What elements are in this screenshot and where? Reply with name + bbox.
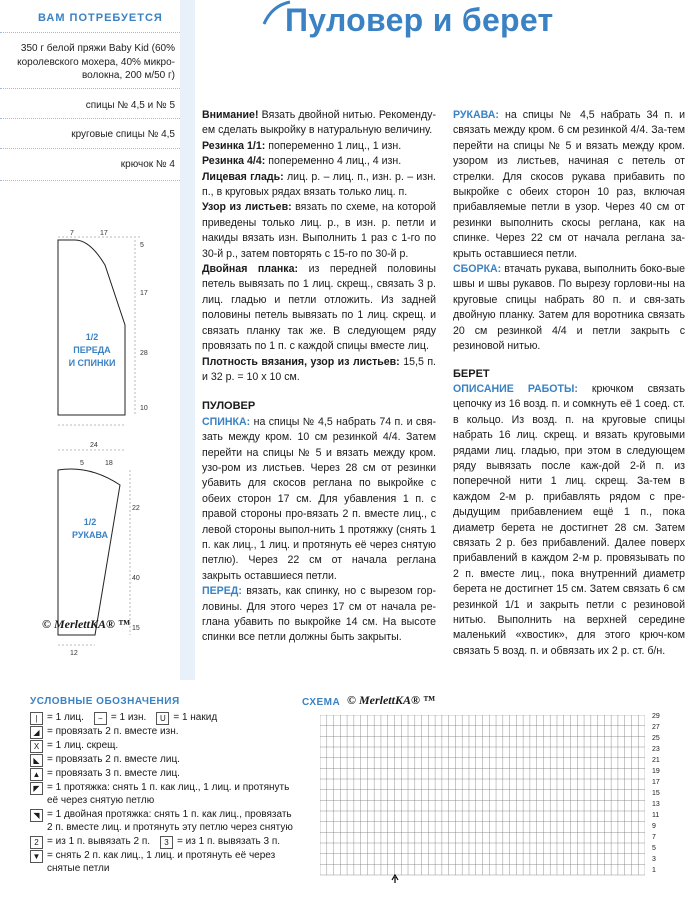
dim-label: 7 xyxy=(70,230,74,237)
stockinette-text: лиц. р. – лиц. п., изн. р. – изн. п., в круговых рядах вязать только лиц. п. xyxy=(202,170,436,199)
sleeves-label: РУКАВА: xyxy=(453,109,499,121)
legend-row xyxy=(30,711,295,725)
p2tog-symbol-icon: ◢ xyxy=(30,726,43,739)
double-band-label: Двойная планка: xyxy=(202,263,299,276)
yarn-line: королевского мохера, 40% микро- xyxy=(17,56,175,68)
legend-item xyxy=(30,711,84,725)
row-number: 17 xyxy=(652,779,660,786)
legend-text: = снять 2 п. как лиц., 1 лиц. и протянуть её через снятые петли xyxy=(47,849,276,874)
dim-label: 28 xyxy=(140,350,148,357)
purl-symbol-icon: − xyxy=(94,712,107,725)
yarn-over-symbol-icon: U xyxy=(156,712,169,725)
front-paragraph xyxy=(202,584,436,646)
symbol-legend xyxy=(30,695,295,876)
yarn-line: волокна, 200 м/50 г) xyxy=(81,70,175,81)
dim-label: 18 xyxy=(105,460,113,467)
back-text: на спицы № 4,5 набрать 74 п. и свя-зать между кром. 10 см резинкой 4/4. Затем перейти на спицы № 5 и вязать между кром. узо-ром из листьев. Через 28 см от резинки убавить для скосов реглана по выкройке с обеих сторон 17 см. Для убавления 1 п. с правой стороны про-вязать 2 п. вместе лиц., с левой стороны выпол-нить 1 протяжку (снять 1 п. как лиц., 1 лиц. и протянуть её через снятую петлю). Через 22 см от начала реглана закрыть оставшиеся петли. xyxy=(202,415,436,582)
back-paragraph xyxy=(202,415,436,584)
legend-item xyxy=(30,725,295,739)
row-number: 13 xyxy=(652,801,660,808)
schema-copyright: © MerlettKA® ™ xyxy=(347,693,435,707)
legend-item xyxy=(94,711,146,725)
row-numbers xyxy=(652,714,660,879)
front-text: вязать, как спинку, но с вырезом гор-ловины. Для этого через 17 см от начала ре-глана убавить по выкройке 14 см. На высоте спинки все петли должны быть закрыты. xyxy=(202,585,436,644)
rib11-text: попеременно 1 лиц., 1 изн. xyxy=(268,139,402,152)
row-number: 25 xyxy=(652,735,660,742)
knitting-chart xyxy=(320,715,645,885)
yarn-requirement xyxy=(17,42,175,83)
inc2-symbol-icon: 2 xyxy=(30,836,43,849)
legend-item xyxy=(160,835,280,849)
divider xyxy=(0,180,180,181)
divider xyxy=(0,118,180,119)
legend-text: = из 1 п. вывязать 3 п. xyxy=(177,835,281,847)
needles-requirement: спицы № 4,5 и № 5 xyxy=(85,100,175,111)
legend-text: = 1 протяжка: снять 1 п. как лиц., 1 лиц. и протянуть её через снятую петлю xyxy=(47,781,290,806)
hook-requirement: крючок № 4 xyxy=(120,159,175,170)
legend-text: = 1 лиц. скрещ. xyxy=(47,739,119,751)
density-text: 15,5 п. и 32 р. = 10 х 10 см. xyxy=(202,355,437,383)
attention-label: Внимание! xyxy=(202,109,259,121)
legend-text: = из 1 п. вывязать 2 п. xyxy=(47,835,151,847)
sleeve-label: РУКАВА xyxy=(71,530,109,540)
attention-paragraph xyxy=(202,108,436,139)
pullover-title: ПУЛОВЕР xyxy=(202,400,256,413)
row-number: 11 xyxy=(652,812,660,819)
legend-text: = 1 лиц. xyxy=(47,711,84,723)
density-paragraph xyxy=(202,355,436,386)
inc3-symbol-icon: 3 xyxy=(160,836,173,849)
text-column-right xyxy=(453,108,685,659)
divider xyxy=(0,32,180,33)
rib44-paragraph xyxy=(202,154,436,169)
divider xyxy=(0,148,180,149)
rib11-label: Резинка 1/1: xyxy=(202,139,266,152)
dim-label: 5 xyxy=(140,242,144,249)
legend-item xyxy=(156,711,217,725)
legend-item xyxy=(30,808,295,835)
double-band-text: из передней половины петель вывязать по 1 лиц. скрещ., связать 3 р. лиц. гладью и петли отложить. Из задней половины петель вывязать по 1 лиц. скрещ. и связать планку так же. В следующем ряду провязать по 1 п. с каждой спицы вместе лиц. xyxy=(202,263,437,353)
row-number: 21 xyxy=(652,757,660,764)
dim-label: 12 xyxy=(70,650,78,657)
leaf-pattern-label: Узор из листьев: xyxy=(202,201,292,214)
twisted-knit-symbol-icon: X xyxy=(30,740,43,753)
assembly-paragraph xyxy=(453,262,685,354)
dim-label: 15 xyxy=(132,625,140,632)
knit-symbol-icon: | xyxy=(30,712,43,725)
copyright-watermark: © MerlettKA® ™ xyxy=(42,617,130,631)
k3tog-symbol-icon: ▲ xyxy=(30,768,43,781)
pattern-diagram xyxy=(0,225,180,680)
row-number: 5 xyxy=(652,845,656,852)
row-number: 29 xyxy=(652,713,660,720)
double-decrease-symbol-icon: ◥ xyxy=(30,809,43,822)
work-text: крючком связать цепочку из 16 возд. п. и сомкнуть её 1 соед. ст. в кольцо. Из возд. п. на круговые спицы набрать 16 лиц. скрещ. и вязать круговыми рядами лиц. гладью, при этом в следующем ряду вывязать после каж-дой 2-й п. из поперечной нити 1 лиц. скрещ. За-тем в каждом 2-м р. прибавлять рядом с пре-дыдущим прибавлением ещё 1 п., пока диаметр берета не достигнет 28 см. Затем связать 2 р. без прибавлений. Далее поверх прибавлений в каждом 2-м р. провязывать по 2 п. вместе лиц., пока внутренний диаметр берета не достигнет 15 см. Затем связать 6 см резинкой 1/1 и закрыть петли с резиновой нитью. Выполнить на верхней середине маленький «хвостик», для этого крюч-ком связать 5 возд. п. и обвязать их 2 р. ст. б/н. xyxy=(453,382,685,657)
legend-text: = 1 накид xyxy=(173,711,218,723)
legend-text: = 1 двойная протяжка: снять 1 п. как лиц., провязать 2 п. вместе лиц. и протянуть эту петлю через снятую xyxy=(47,808,293,833)
sleeves-paragraph xyxy=(453,108,685,262)
attention-text: Вязать двойной нитью. Рекоменду-ем сделать выкройку в натуральную величину. xyxy=(202,109,436,137)
skp-symbol-icon: ◤ xyxy=(30,782,43,795)
legend-text: = провязать 2 п. вместе лиц. xyxy=(47,753,180,765)
legend-item xyxy=(30,767,295,781)
front-label: И СПИНКИ xyxy=(68,358,116,368)
divider xyxy=(0,88,180,89)
front-label: 1/2 xyxy=(85,332,99,342)
legend-item xyxy=(30,849,295,876)
text-column-left xyxy=(202,108,436,646)
dim-label: 40 xyxy=(132,575,140,582)
legend-item xyxy=(30,835,150,849)
leaf-pattern-text: вязать по схеме, на которой приведены только лиц. р., в изн. р. петли и накиды вязать изн. Выполнить 1 раз с 1-го по 30-й р., затем повторять с 15-го по 30-й р. xyxy=(202,201,436,260)
legend-text: = 1 изн. xyxy=(110,711,147,723)
start-arrow-icon xyxy=(392,875,398,883)
back-label: СПИНКА: xyxy=(202,415,251,428)
dim-label: 24 xyxy=(90,442,98,449)
row-number: 3 xyxy=(652,856,656,863)
assembly-label: СБОРКА: xyxy=(453,263,502,276)
density-label: Плотность вязания, узор из листьев: xyxy=(202,355,400,368)
decorative-strip xyxy=(180,0,195,680)
dim-label: 17 xyxy=(100,230,108,237)
materials-header: ВАМ ПОТРЕБУЕТСЯ xyxy=(38,12,163,24)
legend-row xyxy=(30,835,295,849)
legend-text: = провязать 3 п. вместе лиц. xyxy=(47,767,180,779)
row-number: 19 xyxy=(652,768,660,775)
assembly-text: втачать рукава, выполнить боко-вые швы и швы рукавов. По вырезу горлови-ны на круговые спицы набрать 80 п. и свя-зать двойную планку. Затем для воротника связать 20 см резинкой 4/4 и петли закрыть с резиновой нитью. xyxy=(453,263,685,353)
work-label: ОПИСАНИЕ РАБОТЫ: xyxy=(453,382,578,395)
sleeve-label: 1/2 xyxy=(83,517,97,527)
stockinette-label: Лицевая гладь: xyxy=(202,170,284,183)
yarn-line: 350 г белой пряжи Baby Kid (60% xyxy=(20,43,175,54)
legend-item xyxy=(30,781,295,808)
leaf-pattern-paragraph xyxy=(202,200,436,262)
sleeves-text: на спицы № 4,5 набрать 34 п. и связать между кром. 6 см резинкой 4/4. За-тем перейти на спицы № 5 и вязать между кром. узором из листьев, начиная с петель от стрелки. Для скосов рукава прибавить по выкройке с обеих сторон 10 раз, включая прибавляемые петли в узор. Через 40 см от резинки выполнить скосы реглана, как на спинке. Через 22 см от начала реглана за-крыть оставшиеся петли. xyxy=(453,109,685,260)
front-section-label: ПЕРЕД: xyxy=(202,585,242,598)
row-number: 23 xyxy=(652,746,660,753)
legend-item xyxy=(30,739,295,753)
k2tog-symbol-icon: ◣ xyxy=(30,754,43,767)
stockinette-paragraph xyxy=(202,170,436,201)
row-number: 15 xyxy=(652,790,660,797)
page-title: Пуловер и берет xyxy=(285,2,554,38)
dim-label: 5 xyxy=(80,460,84,467)
row-number: 27 xyxy=(652,724,660,731)
legend-title: УСЛОВНЫЕ ОБОЗНАЧЕНИЯ xyxy=(30,696,180,707)
dim-label: 22 xyxy=(132,505,140,512)
dim-label: 17 xyxy=(140,290,148,297)
beret-title: БЕРЕТ xyxy=(453,367,490,380)
front-label: ПЕРЕДА xyxy=(73,345,111,355)
row-number: 1 xyxy=(652,867,656,874)
rib11-paragraph xyxy=(202,139,436,154)
rib44-label: Резинка 4/4: xyxy=(202,155,266,168)
legend-item xyxy=(30,753,295,767)
work-paragraph xyxy=(453,382,685,659)
legend-text: = провязать 2 п. вместе изн. xyxy=(47,725,179,737)
sk2p-symbol-icon: ▼ xyxy=(30,850,43,863)
row-number: 9 xyxy=(652,823,656,830)
dim-label: 10 xyxy=(140,405,148,412)
schema-label: СХЕМА xyxy=(302,697,341,708)
row-number: 7 xyxy=(652,834,656,841)
circular-needles-requirement: круговые спицы № 4,5 xyxy=(71,129,175,140)
double-band-paragraph xyxy=(202,262,436,354)
rib44-text: попеременно 4 лиц., 4 изн. xyxy=(268,155,402,168)
